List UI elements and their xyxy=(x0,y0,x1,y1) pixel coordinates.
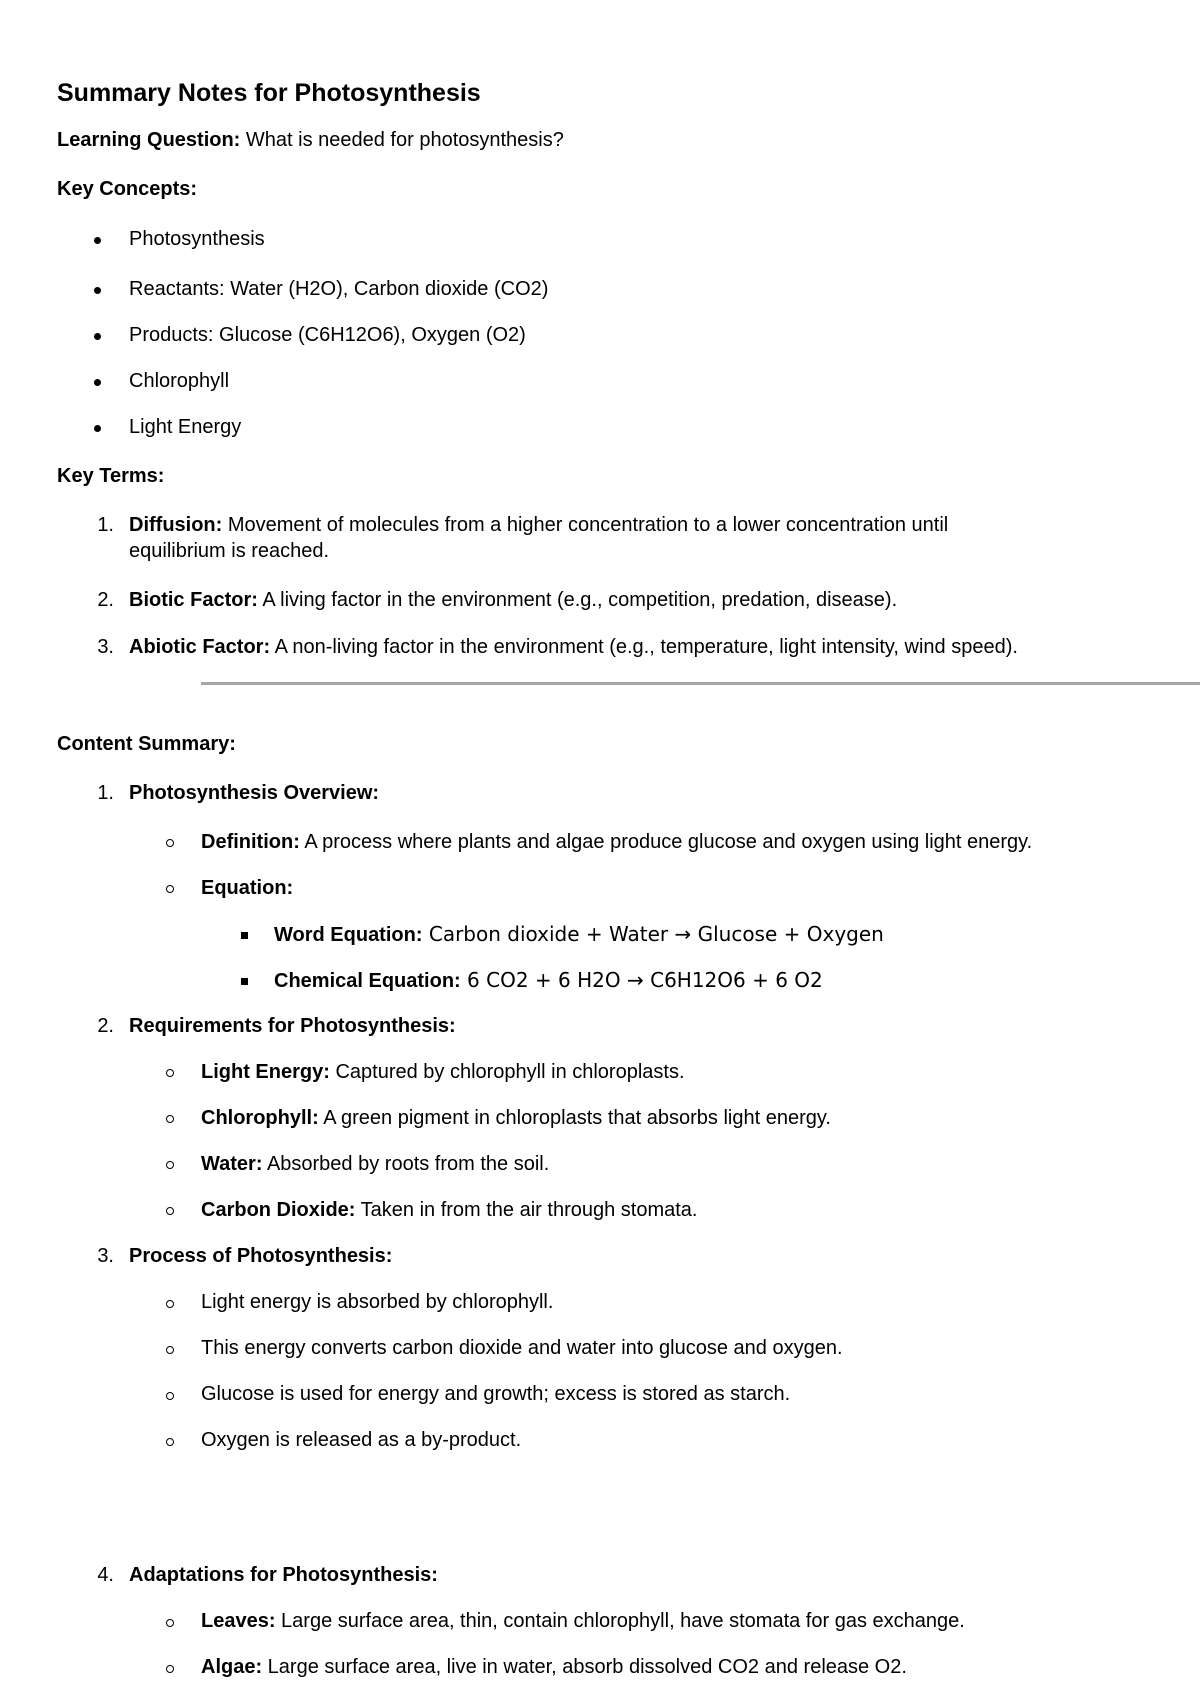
section-title: Photosynthesis Overview: xyxy=(129,782,380,804)
circle-bullet-icon xyxy=(166,1115,174,1123)
list-number: 3. xyxy=(97,636,114,658)
process-step: Oxygen is released as a by-product. xyxy=(201,1429,522,1451)
key-concepts-heading: Key Concepts: xyxy=(57,178,198,200)
adaptation-label: Leaves: xyxy=(201,1610,276,1632)
circle-bullet-icon xyxy=(166,1392,174,1400)
requirement-item xyxy=(201,1059,685,1085)
word-equation-text: Carbon dioxide + Water → Glucose + Oxygen xyxy=(422,922,884,946)
key-concept-item: Chlorophyll xyxy=(129,370,230,392)
bullet-icon xyxy=(94,379,101,386)
requirement-label: Carbon Dioxide: xyxy=(201,1199,356,1221)
key-term-definition-cont: equilibrium is reached. xyxy=(129,540,330,562)
chemical-equation-label: Chemical Equation: xyxy=(274,970,461,992)
list-number: 1. xyxy=(97,782,114,804)
learning-question-text: What is needed for photosynthesis? xyxy=(240,129,564,151)
key-term-label: Abiotic Factor: xyxy=(129,636,271,658)
list-number: 3. xyxy=(97,1245,114,1267)
definition-label: Definition: xyxy=(201,831,300,853)
key-term-label: Biotic Factor: xyxy=(129,589,258,611)
requirement-item xyxy=(201,1105,831,1131)
key-concept-item: Products: Glucose (C6H12O6), Oxygen (O2) xyxy=(129,324,526,346)
key-terms-heading: Key Terms: xyxy=(57,465,165,487)
key-term-item xyxy=(129,634,1018,660)
circle-bullet-icon xyxy=(166,1438,174,1446)
equation-label: Equation: xyxy=(201,877,294,899)
section-title: Adaptations for Photosynthesis: xyxy=(129,1564,438,1586)
circle-bullet-icon xyxy=(166,1346,174,1354)
list-number: 2. xyxy=(97,589,114,611)
chemical-equation xyxy=(274,967,823,994)
requirement-label: Water: xyxy=(201,1153,263,1175)
adaptation-text: Large surface area, thin, contain chlorophyll, have stomata for gas exchange. xyxy=(275,1610,965,1632)
circle-bullet-icon xyxy=(166,1207,174,1215)
bullet-icon xyxy=(94,333,101,340)
process-step: Light energy is absorbed by chlorophyll. xyxy=(201,1291,554,1313)
requirement-text: A green pigment in chloroplasts that absorbs light energy. xyxy=(318,1107,831,1129)
circle-bullet-icon xyxy=(166,1619,174,1627)
learning-question-label: Learning Question: xyxy=(57,129,241,151)
requirement-label: Light Energy: xyxy=(201,1061,330,1083)
requirement-text: Taken in from the air through stomata. xyxy=(355,1199,698,1221)
adaptation-item xyxy=(201,1654,907,1680)
circle-bullet-icon xyxy=(166,1161,174,1169)
bullet-icon xyxy=(94,425,101,432)
circle-bullet-icon xyxy=(166,839,174,847)
list-number: 1. xyxy=(97,514,114,536)
key-concept-item: Reactants: Water (H2O), Carbon dioxide (CO2) xyxy=(129,278,549,300)
requirement-text: Absorbed by roots from the soil. xyxy=(262,1153,550,1175)
key-term-definition: A living factor in the environment (e.g., competition, predation, disease). xyxy=(257,589,898,611)
key-concept-item: Photosynthesis xyxy=(129,228,265,250)
section-title: Process of Photosynthesis: xyxy=(129,1245,393,1267)
key-term-label: Diffusion: xyxy=(129,514,223,536)
requirement-text: Captured by chlorophyll in chloroplasts. xyxy=(329,1061,685,1083)
bullet-icon xyxy=(94,237,101,244)
square-bullet-icon xyxy=(241,978,248,985)
circle-bullet-icon xyxy=(166,1300,174,1308)
key-term-item xyxy=(129,587,897,613)
list-number: 2. xyxy=(97,1015,114,1037)
content-summary-heading: Content Summary: xyxy=(57,733,236,755)
adaptation-item xyxy=(201,1608,965,1634)
requirement-label: Chlorophyll: xyxy=(201,1107,319,1129)
chemical-equation-text: 6 CO2 + 6 H2O → C6H12O6 + 6 O2 xyxy=(460,968,823,992)
word-equation-label: Word Equation: xyxy=(274,924,423,946)
circle-bullet-icon xyxy=(166,1665,174,1673)
requirement-item xyxy=(201,1151,549,1177)
page-title: Summary Notes for Photosynthesis xyxy=(57,79,481,107)
adaptation-text: Large surface area, live in water, absorb dissolved CO2 and release O2. xyxy=(262,1656,907,1678)
list-number: 4. xyxy=(97,1564,114,1586)
bullet-icon xyxy=(94,287,101,294)
key-term-item xyxy=(129,512,948,538)
process-step: Glucose is used for energy and growth; excess is stored as starch. xyxy=(201,1383,791,1405)
horizontal-divider xyxy=(201,682,1200,685)
definition-text: A process where plants and algae produce glucose and oxygen using light energy. xyxy=(299,831,1033,853)
square-bullet-icon xyxy=(241,932,248,939)
adaptation-label: Algae: xyxy=(201,1656,263,1678)
section-title: Requirements for Photosynthesis: xyxy=(129,1015,456,1037)
circle-bullet-icon xyxy=(166,1069,174,1077)
requirement-item xyxy=(201,1197,697,1223)
word-equation xyxy=(274,921,884,948)
circle-bullet-icon xyxy=(166,885,174,893)
process-step: This energy converts carbon dioxide and water into glucose and oxygen. xyxy=(201,1337,843,1359)
key-term-definition: A non-living factor in the environment (e.g., temperature, light intensity, wind speed). xyxy=(270,636,1018,658)
key-term-definition: Movement of molecules from a higher concentration to a lower concentration until xyxy=(222,514,949,536)
learning-question xyxy=(57,127,564,153)
key-concept-item: Light Energy xyxy=(129,416,242,438)
definition-item xyxy=(201,829,1032,855)
